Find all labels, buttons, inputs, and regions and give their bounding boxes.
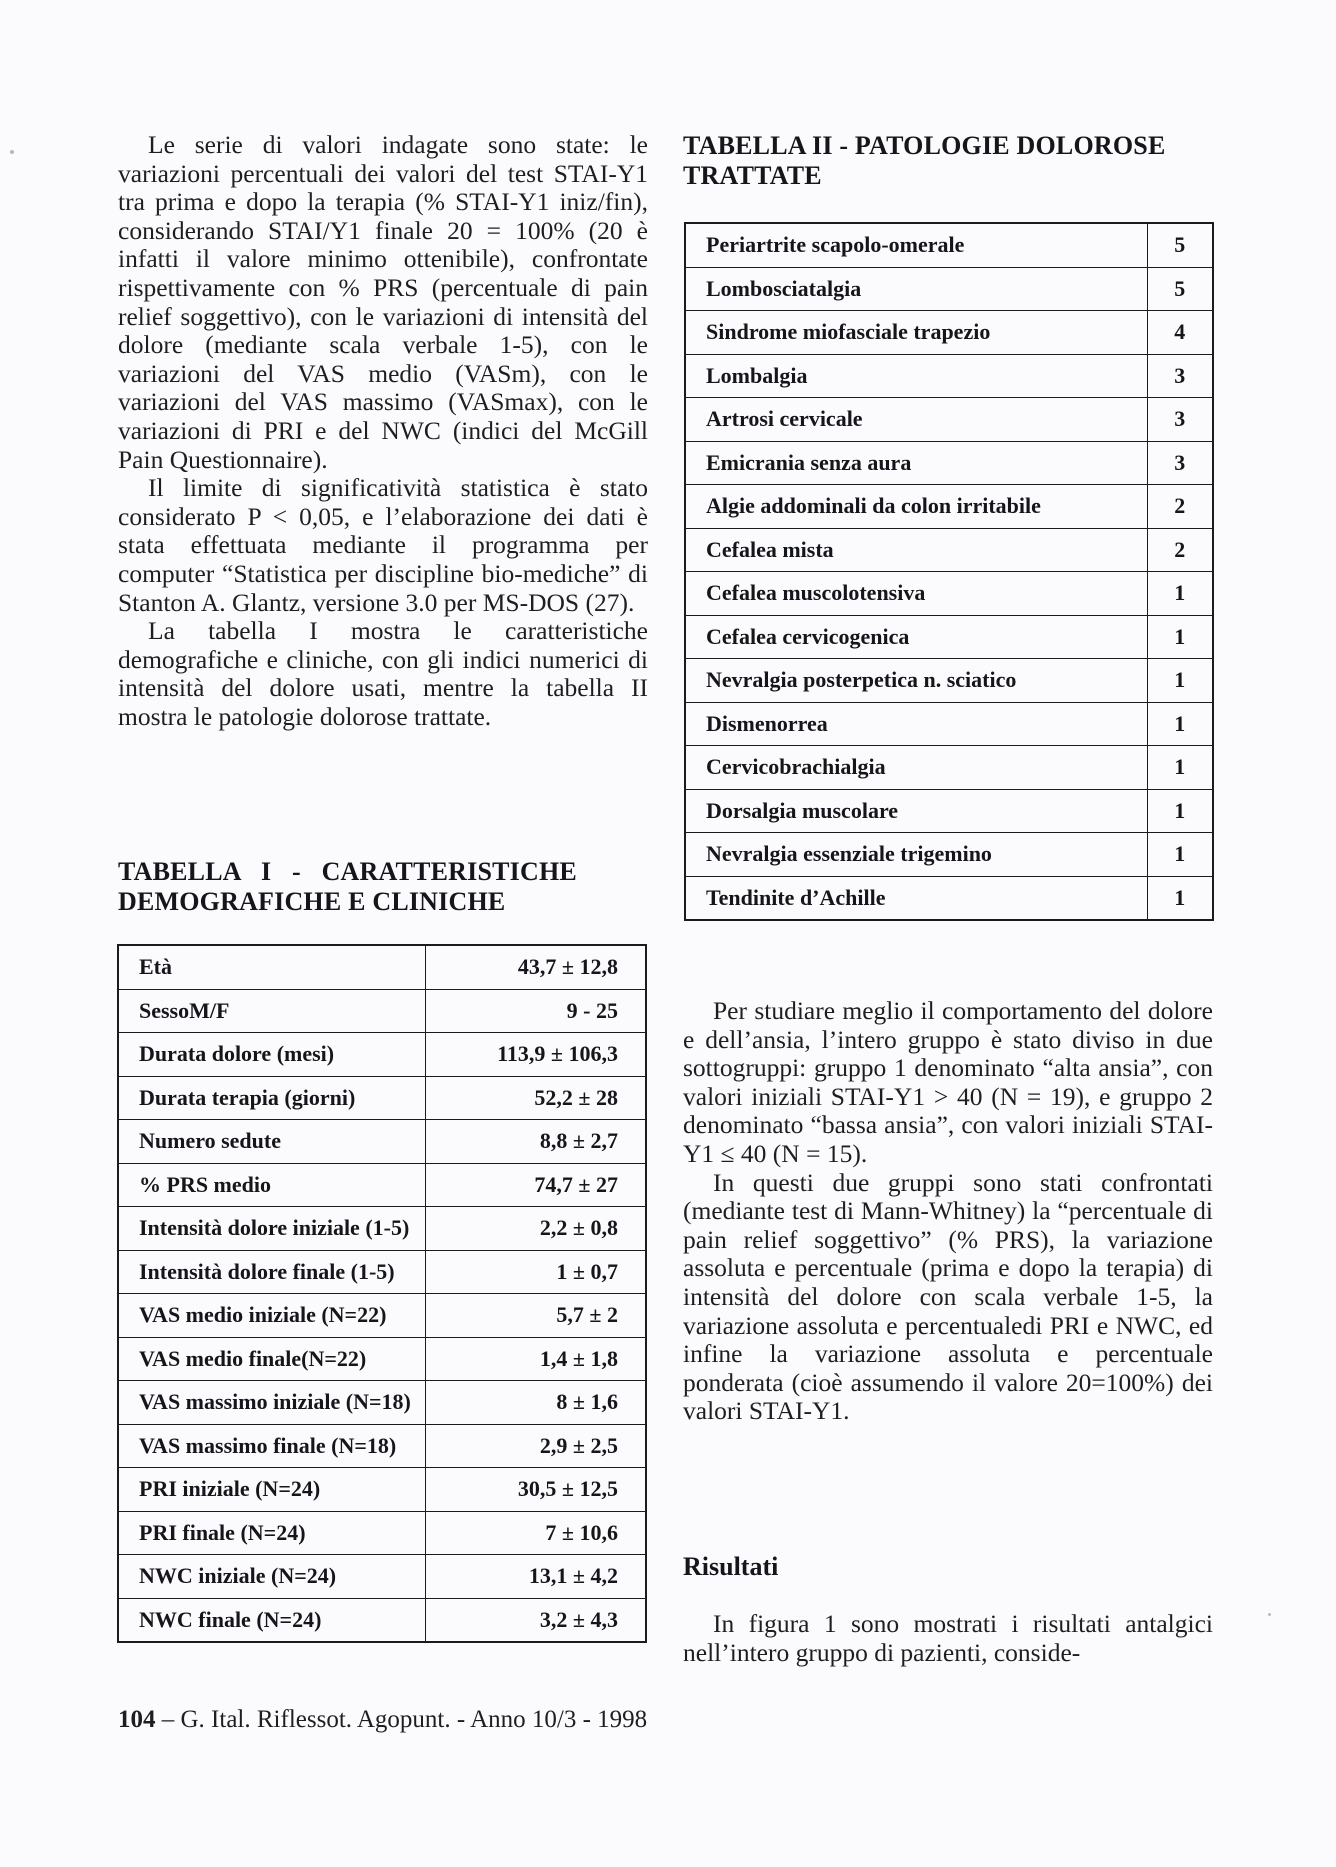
row-label: Cefalea muscolotensiva bbox=[685, 572, 1147, 616]
table-row bbox=[685, 485, 1213, 529]
body-paragraph: In figura 1 sono mostrati i risultati antalgici nell’intero gruppo di pazienti, conside- bbox=[683, 1609, 1213, 1667]
row-value: 8 ± 1,6 bbox=[425, 1381, 646, 1425]
table2-title-line2: TRATTATE bbox=[683, 161, 822, 190]
row-label: VAS medio finale(N=22) bbox=[118, 1337, 425, 1381]
table2-pathologies bbox=[684, 222, 1214, 921]
table-row bbox=[685, 789, 1213, 833]
row-value: 5 bbox=[1147, 267, 1213, 311]
table-row bbox=[685, 833, 1213, 877]
table-row bbox=[685, 311, 1213, 355]
table-row bbox=[685, 354, 1213, 398]
table2-title bbox=[683, 131, 1213, 191]
table-row bbox=[685, 223, 1213, 267]
row-value: 1 bbox=[1147, 702, 1213, 746]
row-value: 1 bbox=[1147, 746, 1213, 790]
table-row bbox=[118, 1598, 646, 1642]
row-label: PRI iniziale (N=24) bbox=[118, 1468, 425, 1512]
row-value: 1 bbox=[1147, 659, 1213, 703]
table-row bbox=[118, 1511, 646, 1555]
table-row bbox=[118, 945, 646, 989]
page-number: 104 bbox=[118, 1706, 156, 1733]
table-row bbox=[118, 1163, 646, 1207]
row-label: Intensità dolore finale (1-5) bbox=[118, 1250, 425, 1294]
table1-title bbox=[118, 857, 648, 917]
row-value: 7 ± 10,6 bbox=[425, 1511, 646, 1555]
row-value: 30,5 ± 12,5 bbox=[425, 1468, 646, 1512]
row-value: 8,8 ± 2,7 bbox=[425, 1120, 646, 1164]
row-label: Dorsalgia muscolare bbox=[685, 789, 1147, 833]
row-label: Numero sedute bbox=[118, 1120, 425, 1164]
row-label: VAS massimo iniziale (N=18) bbox=[118, 1381, 425, 1425]
row-value: 3 bbox=[1147, 441, 1213, 485]
row-label: NWC iniziale (N=24) bbox=[118, 1555, 425, 1599]
body-paragraph: Le serie di valori indagate sono state: le variazioni percentuali dei valori del test STAI-Y1 tra prima e dopo la terapia (% STAI-Y1 iniz/fin), considerando STAI/Y1 finale 20 = 100% (20 è infatti il valore minimo ottenibile), confrontate rispettivamente con % PRS (percentuale di pain relief soggettivo), con le variazioni di intensità del dolore (mediante scala verbale 1-5), con le variazioni del VAS medio (VASm), con le variazioni del VAS massimo (VASmax), con le variazioni di PRI e del NWC (indici del McGill Pain Questionnaire). bbox=[118, 130, 648, 474]
table2-title-line1: TABELLA II - PATOLOGIE DOLOROSE bbox=[683, 131, 1166, 160]
row-label: SessoM/F bbox=[118, 989, 425, 1033]
table-row bbox=[685, 615, 1213, 659]
table-row bbox=[118, 1337, 646, 1381]
body-paragraph: In questi due gruppi sono stati confrontati (mediante test di Mann-Whitney) la “percentuale di pain relief soggettivo” (% PRS), la variazione assoluta e percentuale (prima e dopo la terapia) di intensità del dolore con scala verbale 1-5, la variazione assoluta e percentualedi PRI e NWC, ed infine la variazione assoluta e percentuale ponderata (cioè assumendo il valore 20=100%) dei valori STAI-Y1. bbox=[683, 1167, 1213, 1426]
right-column bbox=[683, 997, 1213, 1426]
row-value: 5,7 ± 2 bbox=[425, 1294, 646, 1338]
row-value: 113,9 ± 106,3 bbox=[425, 1033, 646, 1077]
section-heading-risultati: Risultati bbox=[683, 1552, 779, 1581]
row-label: Durata terapia (giorni) bbox=[118, 1076, 425, 1120]
row-label: Cefalea mista bbox=[685, 528, 1147, 572]
body-paragraph: Il limite di significatività statistica è stato considerato P < 0,05, e l’elaborazione dei dati è stata effettuata mediante il programma per computer “Statistica per discipline bio-mediche” di Stanton A. Glantz, versione 3.0 per MS-DOS (27). bbox=[118, 473, 648, 617]
row-label: Lombosciatalgia bbox=[685, 267, 1147, 311]
scan-speck bbox=[1268, 1613, 1271, 1616]
table-row bbox=[685, 441, 1213, 485]
table-row bbox=[685, 702, 1213, 746]
table-row bbox=[118, 1250, 646, 1294]
row-label: Cefalea cervicogenica bbox=[685, 615, 1147, 659]
row-label: Intensità dolore iniziale (1-5) bbox=[118, 1207, 425, 1251]
row-label: Tendinite d’Achille bbox=[685, 876, 1147, 920]
row-value: 9 - 25 bbox=[425, 989, 646, 1033]
table-row bbox=[685, 528, 1213, 572]
table1-title-line2: DEMOGRAFICHE E CLINICHE bbox=[118, 887, 506, 916]
row-value: 2 bbox=[1147, 485, 1213, 529]
table-row bbox=[118, 1207, 646, 1251]
scan-speck bbox=[10, 150, 14, 154]
row-label: Artrosi cervicale bbox=[685, 398, 1147, 442]
row-value: 2,2 ± 0,8 bbox=[425, 1207, 646, 1251]
row-value: 1 bbox=[1147, 615, 1213, 659]
row-label: VAS medio iniziale (N=22) bbox=[118, 1294, 425, 1338]
table-row bbox=[118, 1120, 646, 1164]
page-footer bbox=[118, 1706, 647, 1734]
row-value: 1 bbox=[1147, 833, 1213, 877]
row-label: Dismenorrea bbox=[685, 702, 1147, 746]
row-label: Emicrania senza aura bbox=[685, 441, 1147, 485]
row-value: 1 bbox=[1147, 789, 1213, 833]
table-row bbox=[118, 1076, 646, 1120]
left-column bbox=[118, 131, 648, 731]
row-label: Lombalgia bbox=[685, 354, 1147, 398]
table1-demographics bbox=[117, 944, 647, 1643]
table-row bbox=[118, 1033, 646, 1077]
row-value: 74,7 ± 27 bbox=[425, 1163, 646, 1207]
row-label: Età bbox=[139, 954, 172, 980]
table-row bbox=[685, 572, 1213, 616]
table-row bbox=[685, 659, 1213, 703]
row-label: Sindrome miofasciale trapezio bbox=[685, 311, 1147, 355]
row-label: NWC finale (N=24) bbox=[118, 1598, 425, 1642]
table-row bbox=[118, 1424, 646, 1468]
row-value: 4 bbox=[1147, 311, 1213, 355]
body-paragraph: Per studiare meglio il comportamento del dolore e dell’ansia, l’intero gruppo è stato diviso in due sottogruppi: gruppo 1 denominato “alta ansia”, con valori iniziali STAI-Y1 > 40 (N = 19), e gruppo 2 denominato “bassa ansia”, con valori iniziali STAI-Y1 ≤ 40 (N = 15). bbox=[683, 996, 1213, 1168]
row-value: 3 bbox=[1147, 354, 1213, 398]
row-value: 1 bbox=[1147, 572, 1213, 616]
row-label: PRI finale (N=24) bbox=[118, 1511, 425, 1555]
table-row bbox=[685, 267, 1213, 311]
row-value: 1 ± 0,7 bbox=[425, 1250, 646, 1294]
row-label: VAS massimo finale (N=18) bbox=[118, 1424, 425, 1468]
journal-citation: – G. Ital. Riflessot. Agopunt. - Anno 10/3 - 1998 bbox=[155, 1706, 648, 1733]
row-label: Nevralgia essenziale trigemino bbox=[685, 833, 1147, 877]
row-value: 5 bbox=[1147, 223, 1213, 267]
row-label: Nevralgia posterpetica n. sciatico bbox=[685, 659, 1147, 703]
row-label: Durata dolore (mesi) bbox=[118, 1033, 425, 1077]
row-value: 3,2 ± 4,3 bbox=[425, 1598, 646, 1642]
results-section bbox=[683, 1552, 1213, 1667]
table-row bbox=[118, 1381, 646, 1425]
table-row bbox=[685, 398, 1213, 442]
table-row bbox=[685, 746, 1213, 790]
table-row bbox=[118, 1468, 646, 1512]
table1-title-line1: TABELLA I - CARATTERISTICHE bbox=[118, 857, 577, 886]
table-row bbox=[118, 1294, 646, 1338]
table-row bbox=[118, 1555, 646, 1599]
row-label: Cervicobrachialgia bbox=[685, 746, 1147, 790]
row-label: % PRS medio bbox=[118, 1163, 425, 1207]
table-row bbox=[685, 876, 1213, 920]
row-value: 3 bbox=[1147, 398, 1213, 442]
table-row bbox=[118, 989, 646, 1033]
body-paragraph: La tabella I mostra le caratteristiche demografiche e cliniche, con gli indici numerici di intensità del dolore usati, mentre la tabella II mostra le patologie dolorose trattate. bbox=[118, 616, 648, 731]
row-value: 1,4 ± 1,8 bbox=[425, 1337, 646, 1381]
row-label: Periartrite scapolo-omerale bbox=[706, 232, 965, 258]
row-value: 2,9 ± 2,5 bbox=[425, 1424, 646, 1468]
row-value: 13,1 ± 4,2 bbox=[425, 1555, 646, 1599]
row-label: Algie addominali da colon irritabile bbox=[685, 485, 1147, 529]
row-value: 2 bbox=[1147, 528, 1213, 572]
row-value: 52,2 ± 28 bbox=[425, 1076, 646, 1120]
row-value: 43,7 ± 12,8 bbox=[425, 945, 646, 989]
row-value: 1 bbox=[1147, 876, 1213, 920]
